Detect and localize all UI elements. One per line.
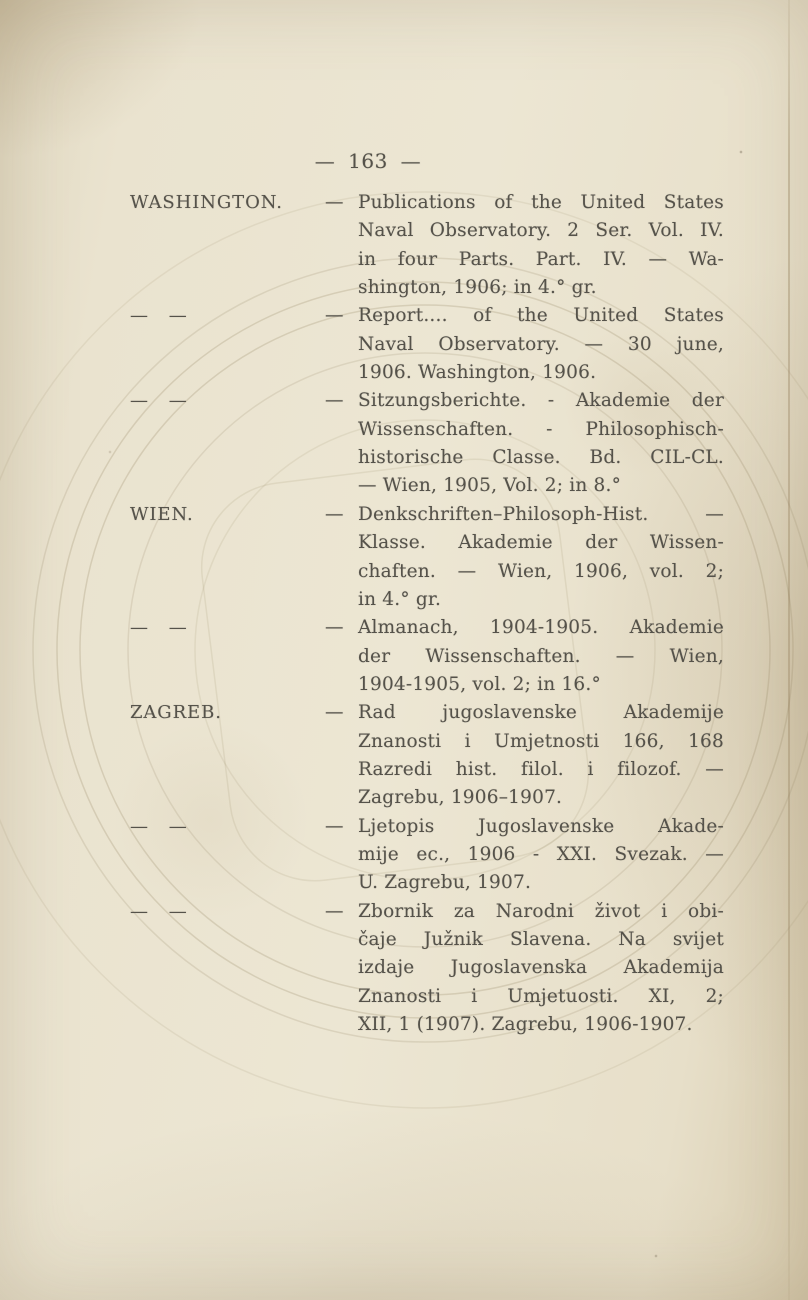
entry-line: Rad jugoslavenske Akademije	[358, 702, 724, 724]
entry-dash: —	[325, 390, 344, 412]
entry-line: Razredi hist. filol. i filozof. —	[358, 758, 724, 780]
entry-dash: —	[325, 617, 344, 639]
entry-line: der Wissenschaften. — Wien,	[358, 645, 724, 667]
entry-dash: —	[325, 702, 344, 724]
entry-line: Almanach, 1904-1905. Akademie	[358, 617, 724, 639]
bibliography-entry	[130, 898, 726, 1040]
entry-line: shington, 1906; in 4.° gr.	[358, 277, 597, 299]
bibliography-entry	[130, 614, 726, 699]
entry-line: Klasse. Akademie der Wissen-	[358, 532, 724, 554]
entry-line: Ljetopis Jugoslavenske Akade-	[358, 815, 724, 837]
entry-lines	[358, 189, 724, 302]
entry-line: Naval Observatory. 2 Ser. Vol. IV.	[358, 220, 724, 242]
entry-lines	[358, 501, 724, 614]
bibliography-entry	[130, 387, 726, 500]
entry-lines	[358, 898, 724, 1040]
entry-line: Zagrebu, 1906–1907.	[358, 787, 563, 809]
entry-dash: —	[325, 503, 344, 525]
place-label: — —	[130, 390, 187, 412]
entry-dash: —	[325, 192, 344, 213]
entry-line: čaje Južnik Slavena. Na svijet	[358, 929, 724, 951]
entry-line: in four Parts. Part. IV. — Wa-	[358, 248, 724, 270]
entry-line: XII, 1 (1907). Zagrebu, 1906-1907.	[358, 1014, 693, 1036]
entry-line: Denkschriften–Philosoph-Hist. —	[358, 503, 724, 525]
place-label: WIEN.	[130, 503, 194, 525]
bibliography-entry	[130, 813, 726, 898]
entry-line: in 4.° gr.	[358, 588, 442, 610]
page-edge-line	[788, 0, 790, 1300]
entry-line: Naval Observatory. — 30 june,	[358, 333, 724, 355]
place-label: ZAGREB.	[130, 702, 222, 724]
place-label: — —	[130, 617, 187, 639]
entry-lines	[358, 302, 724, 387]
entry-line: Znanosti i Umjetuosti. XI, 2;	[358, 985, 724, 1007]
entry-line: Sitzungsberichte. - Akademie der	[358, 390, 724, 412]
entry-line: 1904-1905, vol. 2; in 16.°	[358, 673, 601, 695]
entry-lines	[358, 387, 724, 500]
entry-line: Zbornik za Narodni život i obi-	[358, 900, 724, 922]
entry-dash: —	[325, 305, 344, 327]
entry-lines	[358, 614, 724, 699]
entry-dash: —	[325, 815, 344, 837]
entry-line: Wissenschaften. - Philosophisch-	[358, 418, 724, 440]
place-label: — —	[130, 305, 187, 327]
page-number: — 163 —	[314, 149, 422, 173]
entry-line: Publications of the United States	[358, 192, 724, 213]
entry-line: — Wien, 1905, Vol. 2; in 8.°	[358, 475, 622, 497]
place-label: — —	[130, 900, 187, 922]
entry-line: chaften. — Wien, 1906, vol. 2;	[358, 560, 724, 582]
bibliography-entry	[130, 699, 726, 812]
bibliography-entry	[130, 501, 726, 614]
entry-line: historische Classe. Bd. CIL-CL.	[358, 447, 724, 469]
entry-line: U. Zagrebu, 1907.	[358, 872, 532, 894]
entry-dash: —	[325, 900, 344, 922]
place-label: WASHINGTON.	[130, 192, 283, 213]
place-label: — —	[130, 815, 187, 837]
entry-lines	[358, 699, 724, 812]
bibliography-entry	[130, 189, 726, 302]
entry-lines	[358, 813, 724, 898]
entry-line: Report.... of the United States	[358, 305, 724, 327]
entry-line: mije ec., 1906 - XXI. Svezak. —	[358, 844, 724, 866]
entry-line: Znanosti i Umjetnosti 166, 168	[358, 730, 724, 752]
bibliography-entry	[130, 302, 726, 387]
entry-line: 1906. Washington, 1906.	[358, 362, 597, 384]
entry-line: izdaje Jugoslavenska Akademija	[358, 957, 724, 979]
